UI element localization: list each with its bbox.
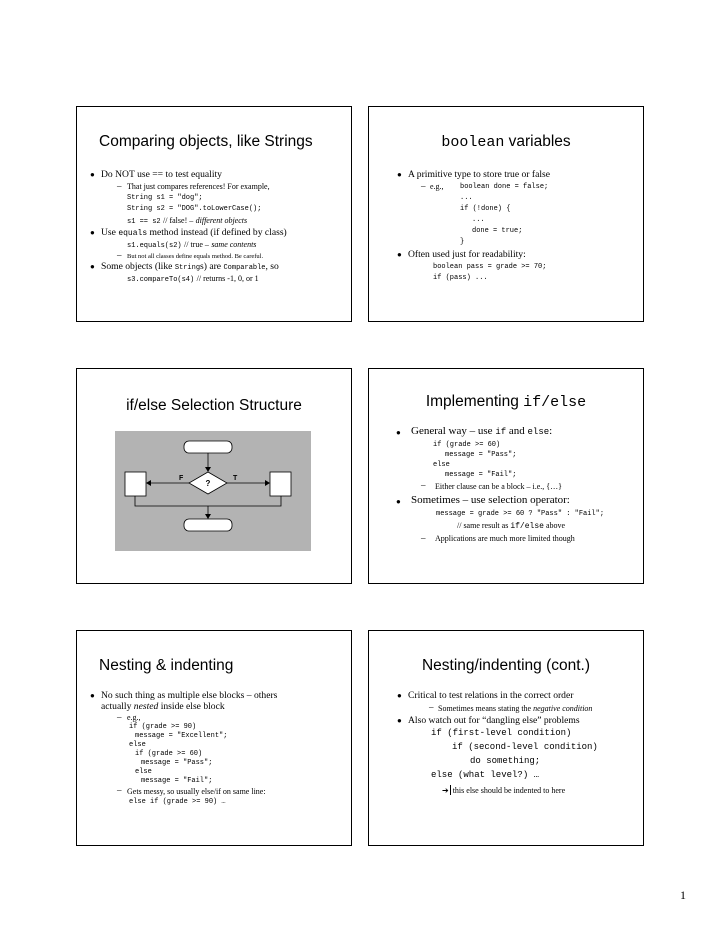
title-text: variables bbox=[508, 133, 571, 150]
true-label: T bbox=[233, 475, 238, 482]
text-emphasis: negative condition bbox=[533, 704, 593, 713]
title-code: boolean bbox=[441, 134, 505, 151]
code-fragment: s3.compareTo(s4) bbox=[127, 276, 195, 284]
bullet-text: A primitive type to store true or false bbox=[408, 169, 551, 180]
bullet-text-continued bbox=[101, 701, 225, 712]
code-fragment: s1.equals(s2) bbox=[127, 242, 182, 250]
text-fragment: inside else block bbox=[160, 701, 225, 712]
slide-boolean-variables bbox=[368, 106, 644, 322]
bullet-icon: ● bbox=[397, 716, 402, 725]
code-fragment: Comparable bbox=[223, 264, 266, 272]
text-fragment: method instead (if defined by class) bbox=[149, 227, 287, 238]
code-line: } bbox=[460, 238, 465, 246]
code-fragment: String bbox=[174, 264, 201, 272]
slide-comparing-objects bbox=[76, 106, 352, 322]
slide-title: if/else Selection Structure bbox=[126, 397, 302, 414]
code-line: if (pass) ... bbox=[433, 274, 488, 282]
slide-nesting-indenting-cont bbox=[368, 630, 644, 846]
code-line: if (!done) { bbox=[460, 205, 511, 213]
code-line: if (grade >= 60) bbox=[135, 750, 203, 758]
bullet-icon: ● bbox=[396, 497, 401, 506]
code-line: message = "Excellent"; bbox=[135, 732, 228, 740]
sub-bullet-text: e.g., bbox=[430, 182, 444, 191]
code-line: message = grade >= 60 ? "Pass" : "Fail"; bbox=[436, 510, 605, 518]
text-fragment: Use bbox=[101, 227, 116, 238]
sub-bullet-text: Applications are much more limited though bbox=[435, 534, 575, 543]
slide-nesting-indenting bbox=[76, 630, 352, 846]
code-line: if (grade >= 90) bbox=[129, 723, 197, 731]
decision-label: ? bbox=[205, 479, 211, 488]
code-line: else if (grade >= 90) … bbox=[129, 798, 226, 806]
code-line: done = true; bbox=[472, 227, 523, 235]
true-action-box bbox=[270, 472, 291, 496]
bullet-text: Sometimes – use selection operator: bbox=[411, 494, 570, 506]
sub-bullet-text: Gets messy, so usually else/if on same line: bbox=[127, 787, 266, 796]
page-number: 1 bbox=[680, 888, 686, 902]
bullet-text bbox=[411, 426, 552, 438]
code-line: message = "Fail"; bbox=[445, 471, 517, 479]
bullet-icon: ● bbox=[90, 228, 95, 237]
text-fragment: // same result as bbox=[457, 521, 509, 530]
annotation-text: this else should be indented to here bbox=[452, 786, 566, 795]
dash-icon: – bbox=[429, 702, 434, 712]
bullet-text: Often used just for readability: bbox=[408, 249, 526, 260]
bullet-icon: ● bbox=[396, 428, 401, 437]
code-fragment: if/else bbox=[510, 522, 544, 531]
text-fragment: actually bbox=[101, 701, 132, 712]
slide-implementing-if-else bbox=[368, 368, 644, 584]
code-line: boolean done = false; bbox=[460, 183, 549, 191]
bullet-text: Also watch out for “dangling else” problems bbox=[408, 715, 580, 726]
dash-icon: – bbox=[117, 785, 122, 795]
sub-bullet-text: That just compares references! For example, bbox=[127, 182, 270, 191]
arrow-annotation bbox=[442, 785, 565, 796]
dash-icon: – bbox=[421, 480, 426, 490]
title-text: Implementing bbox=[425, 393, 519, 410]
bullet-icon: ● bbox=[90, 262, 95, 271]
code-fragment: if bbox=[495, 427, 507, 437]
code-fragment: else bbox=[527, 427, 550, 437]
text-fragment: : bbox=[549, 425, 553, 437]
bullet-text: No such thing as multiple else blocks – others bbox=[101, 690, 278, 701]
dash-icon: – bbox=[117, 712, 122, 722]
slide-if-else-selection bbox=[76, 368, 352, 584]
code-fragment: equals bbox=[118, 229, 148, 238]
note: // true – bbox=[184, 240, 209, 249]
sub-bullet-text bbox=[438, 703, 592, 714]
text-fragment: , so bbox=[265, 261, 279, 272]
note-emphasis: different objects bbox=[195, 216, 248, 225]
code-line: boolean pass = grade >= 70; bbox=[433, 263, 547, 271]
code-line: if (first-level condition) bbox=[431, 728, 572, 738]
bullet-icon: ● bbox=[397, 250, 402, 259]
slide-title bbox=[369, 133, 643, 151]
code-line: else (what level?) … bbox=[431, 770, 540, 780]
code-line: message = "Pass"; bbox=[141, 759, 213, 767]
flowchart-diagram bbox=[115, 431, 311, 551]
code-line: ... bbox=[460, 194, 473, 202]
end-terminal bbox=[184, 519, 232, 531]
false-action-box bbox=[125, 472, 146, 496]
sub-bullet-text: e.g., bbox=[127, 713, 141, 722]
slide-title bbox=[369, 393, 643, 411]
code-line: else bbox=[135, 768, 152, 776]
slide-title: Nesting/indenting (cont.) bbox=[421, 657, 590, 674]
bullet-icon: ● bbox=[90, 170, 95, 179]
code-line: String s2 = "DOG".toLowerCase(); bbox=[127, 205, 262, 213]
sub-bullet-text: But not all classes define equals method. Be careful. bbox=[127, 253, 264, 260]
slide-title: Nesting & indenting bbox=[99, 657, 234, 674]
code-note bbox=[457, 520, 565, 532]
text-fragment: Some objects (like bbox=[101, 261, 173, 272]
start-terminal bbox=[184, 441, 232, 453]
dash-icon: – bbox=[117, 181, 122, 191]
slide-title: Comparing objects, like Strings bbox=[99, 133, 313, 150]
sub-bullet-text: Either clause can be a block – i.e., {…} bbox=[435, 482, 562, 491]
text-emphasis: nested bbox=[133, 701, 159, 712]
code-line: if (grade >= 60) bbox=[433, 441, 501, 449]
code-line: do something; bbox=[470, 756, 541, 766]
bullet-text: Do NOT use == to test equality bbox=[101, 169, 222, 180]
code-line: else bbox=[129, 741, 146, 749]
indent-marker bbox=[450, 785, 451, 795]
title-code: if/else bbox=[523, 394, 587, 411]
code-line: String s1 = "dog"; bbox=[127, 194, 203, 202]
bullet-text bbox=[101, 227, 287, 239]
bullet-icon: ● bbox=[397, 170, 402, 179]
code-fragment: s1 == s2 bbox=[127, 218, 161, 226]
code-line: message = "Pass"; bbox=[445, 451, 517, 459]
note-emphasis: same contents bbox=[211, 240, 257, 249]
bullet-icon: ● bbox=[397, 691, 402, 700]
note: // false! – bbox=[163, 216, 194, 225]
bullet-icon: ● bbox=[90, 691, 95, 700]
text-fragment: above bbox=[545, 521, 566, 530]
note: // returns -1, 0, or 1 bbox=[196, 274, 259, 283]
code-line: else bbox=[433, 461, 450, 469]
dash-icon: – bbox=[421, 533, 426, 543]
bullet-text: Critical to test relations in the correct order bbox=[408, 690, 574, 701]
arrow-right-icon: ➔ bbox=[442, 786, 449, 795]
text-fragment: Sometimes means stating the bbox=[438, 704, 532, 713]
code-line: message = "Fail"; bbox=[141, 777, 213, 785]
text-fragment: s) are bbox=[200, 261, 222, 272]
false-label: F bbox=[179, 475, 184, 482]
code-line: if (second-level condition) bbox=[452, 742, 598, 752]
text-fragment: General way – use bbox=[411, 425, 493, 437]
code-line: ... bbox=[472, 216, 485, 224]
dash-icon: – bbox=[421, 181, 426, 191]
text-fragment: and bbox=[508, 425, 525, 437]
dash-icon: – bbox=[117, 250, 122, 260]
code-line-with-note bbox=[127, 273, 259, 286]
